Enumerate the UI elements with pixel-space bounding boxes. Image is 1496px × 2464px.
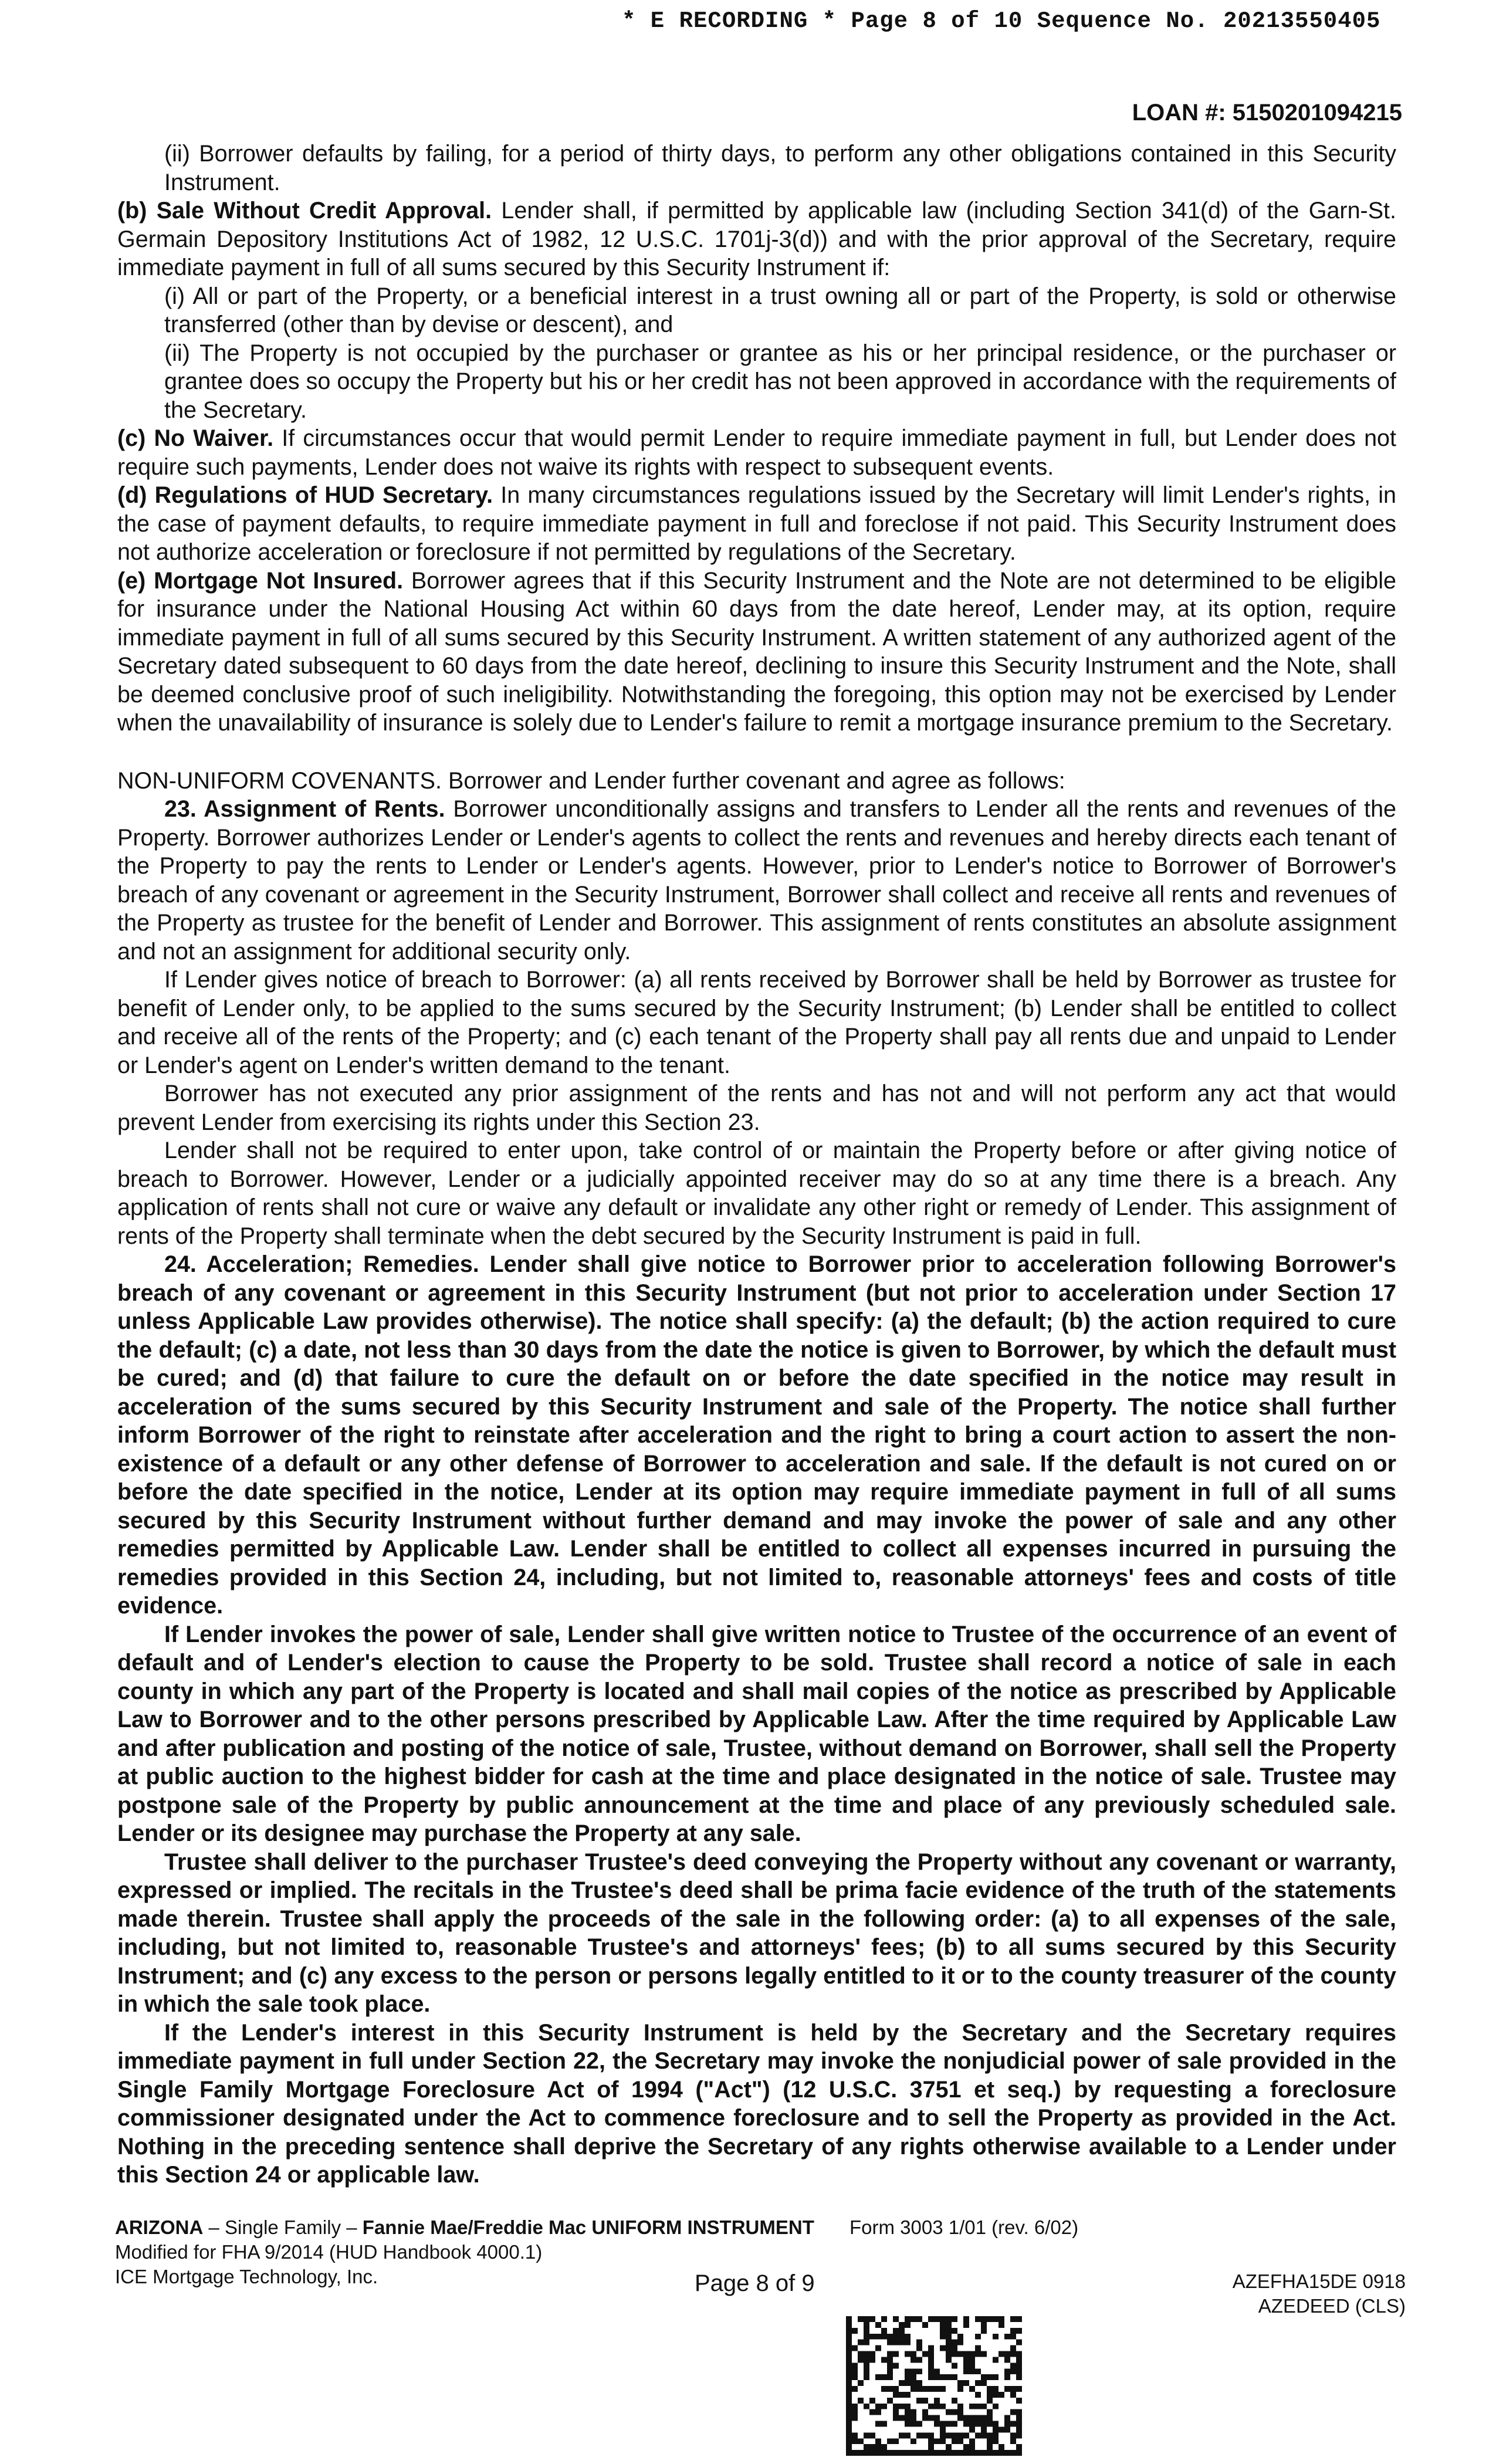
- section-23-text: Borrower unconditionally assigns and transfers to Lender all the rents and revenues of the Property. Borrower authorizes Lender or Lender's agents to collect the rents and revenues and hereby directs each tenant of the Property to pay the rents to Lender or Lender's agents. However, prior to Lender's notice to Borrower of Borrower's breach of any covenant or agreement in the Security Instrument, Borrower shall collect and receive all rents and revenues of the Property as trustee for the benefit of Lender and Borrower. This assignment of rents constitutes an absolute assignment and not an assignment for additional security only.: [117, 796, 1397, 964]
- non-uniform-covenants: NON-UNIFORM COVENANTS. Borrower and Lender further covenant and agree as follows:: [117, 767, 1065, 794]
- clause-b-i: (i) All or part of the Property, or a beneficial interest in a trust owning all or part of the Property, is sold or otherwise transferred (other than by devise or descent), and: [164, 283, 1396, 337]
- section-23-p3: Borrower has not executed any prior assignment of the rents and has not and will not perform any act that would prevent Lender from exercising its rights under this Section 23.: [117, 1081, 1396, 1135]
- section-24-p4: If the Lender's interest in this Security Instrument is held by the Secretary and the Secretary requires immediate payment in full under Section 22, the Secretary may invoke the nonjudicial power of sale provided in the Single Family Mortgage Foreclosure Act of 1994 ("Act") (12 U.S.C. 3751 et seq.) by requesting a foreclosure commissioner designated under the Act to commence foreclosure and to sell the Property as provided in the Act. Nothing in the preceding sentence shall deprive the Secretary of any rights otherwise available to a Lender under this Section 24 or applicable law.: [117, 2019, 1396, 2188]
- footer-form-title: [115, 2216, 814, 2239]
- section-24-p3: Trustee shall deliver to the purchaser Trustee's deed conveying the Property without any covenant or warranty, expressed or implied. The recitals in the Trustee's deed shall be prima facie evidence of the truth of the statements made therein. Trustee shall apply the proceeds of the sale in the following order: (a) to all expenses of the sale, including, but not limited to, reasonable Trustee's and attorneys' fees; (b) to all sums secured by this Security Instrument; and (c) any excess to the person or persons legally entitled to it or to the county treasurer of the county in which the sale took place.: [117, 1849, 1396, 2017]
- section-23-label: 23. Assignment of Rents.: [164, 796, 445, 822]
- footer-state: ARIZONA: [115, 2216, 204, 2238]
- footer-page-number: Page 8 of 9: [695, 2270, 815, 2296]
- footer-deed-code: AZEDEED (CLS): [1258, 2295, 1406, 2317]
- clause-d-text: In many circumstances regulations issued by the Secretary will limit Lender's rights, in the case of payment defaults, to require immediate payment in full and foreclose if not paid. This Security Instrument does not authorize acceleration or foreclosure if not permitted by regulations of the Secretary.: [117, 482, 1396, 565]
- footer-form-number: Form 3003 1/01 (rev. 6/02): [849, 2216, 1079, 2238]
- loan-number: LOAN #: 5150201094215: [1132, 100, 1402, 126]
- clause-b-text: Lender shall, if permitted by applicable law (including Section 341(d) of the Garn-St. Germain Depository Institutions Act of 1982, 12 U.S.C. 1701j-3(d)) and with the prior approval of the Secretary, require immediate payment in full of all sums secured by this Security Instrument if:: [117, 198, 1396, 280]
- clause-b-ii: (ii) The Property is not occupied by the purchaser or grantee as his or her principal residence, or the purchaser or grantee does so occupy the Property but his or her credit has not been approved in accordance with the requirements of the Secretary.: [164, 340, 1396, 423]
- section-23: [117, 795, 1396, 966]
- clause-d: [117, 481, 1396, 567]
- spacer: [117, 737, 1396, 767]
- clause-a-ii: (ii) Borrower defaults by failing, for a period of thirty days, to perform any other obligations contained in this Security Instrument.: [164, 141, 1396, 195]
- clause-b-label: (b) Sale Without Credit Approval.: [117, 198, 492, 224]
- clause-c-text: If circumstances occur that would permit Lender to require immediate payment in full, but Lender does not require such payments, Lender does not waive its rights with respect to subsequent events.: [117, 425, 1396, 480]
- section-24-p1: 24. Acceleration; Remedies. Lender shall give notice to Borrower prior to acceleration following Borrower's breach of any covenant or agreement in this Security Instrument (but not prior to acceleration under Section 17 unless Applicable Law provides otherwise). The notice shall specify: (a) the default; (b) the action required to cure the default; (c) a date, not less than 30 days from the date the notice is given to Borrower, by which the default must be cured; and (d) that failure to cure the default on or before the date specified in the notice may result in acceleration of the sums secured by this Security Instrument and sale of the Property. The notice shall further inform Borrower of the right to reinstate after acceleration and the right to bring a court action to assert the non-existence of a default or any other defense of Borrower to acceleration and sale. If the default is not cured on or before the date specified in the notice, Lender at its option may require immediate payment in full of all sums secured by this Security Instrument without further demand and may invoke the power of sale and any other remedies permitted by Applicable Law. Lender shall be entitled to collect all expenses incurred in pursuing the remedies provided in this Section 24, including, but not limited to, reasonable attorneys' fees and costs of title evidence.: [117, 1251, 1396, 1619]
- section-23-p4: Lender shall not be required to enter upon, take control of or maintain the Property before or after giving notice of breach to Borrower. However, Lender or a judicially appointed receiver may do so at any time there is a breach. Any application of rents shall not cure or waive any default or invalidate any other right or remedy of Lender. This assignment of rents of the Property shall terminate when the debt secured by the Security Instrument is paid in full.: [117, 1138, 1396, 1249]
- clause-e-label: (e) Mortgage Not Insured.: [117, 567, 404, 594]
- clause-e: [117, 567, 1396, 737]
- section-24-p2: If Lender invokes the power of sale, Lender shall give written notice to Trustee of the occurrence of an event of default and of Lender's election to cause the Property to be sold. Trustee shall record a notice of sale in each county in which any part of the Property is located and shall mail copies of the notice as prescribed by Applicable Law to Borrower and to the other persons prescribed by Applicable Law. After the time required by Applicable Law and after publication and posting of the notice of sale, Trustee, without demand on Borrower, shall sell the Property at public auction to the highest bidder for cash at the time and place designated in the notice of sale. Trustee may postpone sale of the Property by public announcement at the time and place of any previously scheduled sale. Lender or its designee may purchase the Property at any sale.: [117, 1621, 1396, 1846]
- clause-c-label: (c) No Waiver.: [117, 425, 274, 451]
- clause-d-label: (d) Regulations of HUD Secretary.: [117, 482, 493, 508]
- barcode-2d-icon: [846, 2316, 1022, 2456]
- section-23-p2: If Lender gives notice of breach to Borrower: (a) all rents received by Borrower shall be held by Borrower as trustee for benefit of Lender only, to be applied to the sums secured by the Security Instrument; (b) Lender shall be entitled to collect and receive all of the rents of the Property; and (c) each tenant of the Property shall pay all rents due and unpaid to Lender or Lender's agent on Lender's written demand to the tenant.: [117, 967, 1396, 1078]
- clause-b: [117, 197, 1396, 282]
- recording-header: * E RECORDING * Page 8 of 10 Sequence No. 20213550405: [622, 8, 1381, 34]
- footer-fha-modified: Modified for FHA 9/2014 (HUD Handbook 4000.1): [115, 2241, 543, 2263]
- clause-c: [117, 424, 1396, 481]
- footer-doc-code: AZEFHA15DE 0918: [1232, 2270, 1406, 2292]
- footer-vendor: ICE Mortgage Technology, Inc.: [115, 2266, 378, 2287]
- footer-single-family: – Single Family –: [203, 2216, 363, 2238]
- clause-e-text: Borrower agrees that if this Security Instrument and the Note are not determined to be eligible for insurance under the National Housing Act within 60 days from the date hereof, Lender may, at its option, require immediate payment in full of all sums secured by this Security Instrument. A written statement of any authorized agent of the Secretary dated subsequent to 60 days from the date hereof, declining to insure this Security Instrument and the Note, shall be deemed conclusive proof of such ineligibility. Notwithstanding the foregoing, this option may not be exercised by Lender when the unavailability of insurance is solely due to Lender's failure to remit a mortgage insurance premium to the Secretary.: [117, 567, 1396, 736]
- document-body: [117, 140, 1396, 2189]
- footer-instrument: Fannie Mae/Freddie Mac UNIFORM INSTRUMENT: [362, 2216, 814, 2238]
